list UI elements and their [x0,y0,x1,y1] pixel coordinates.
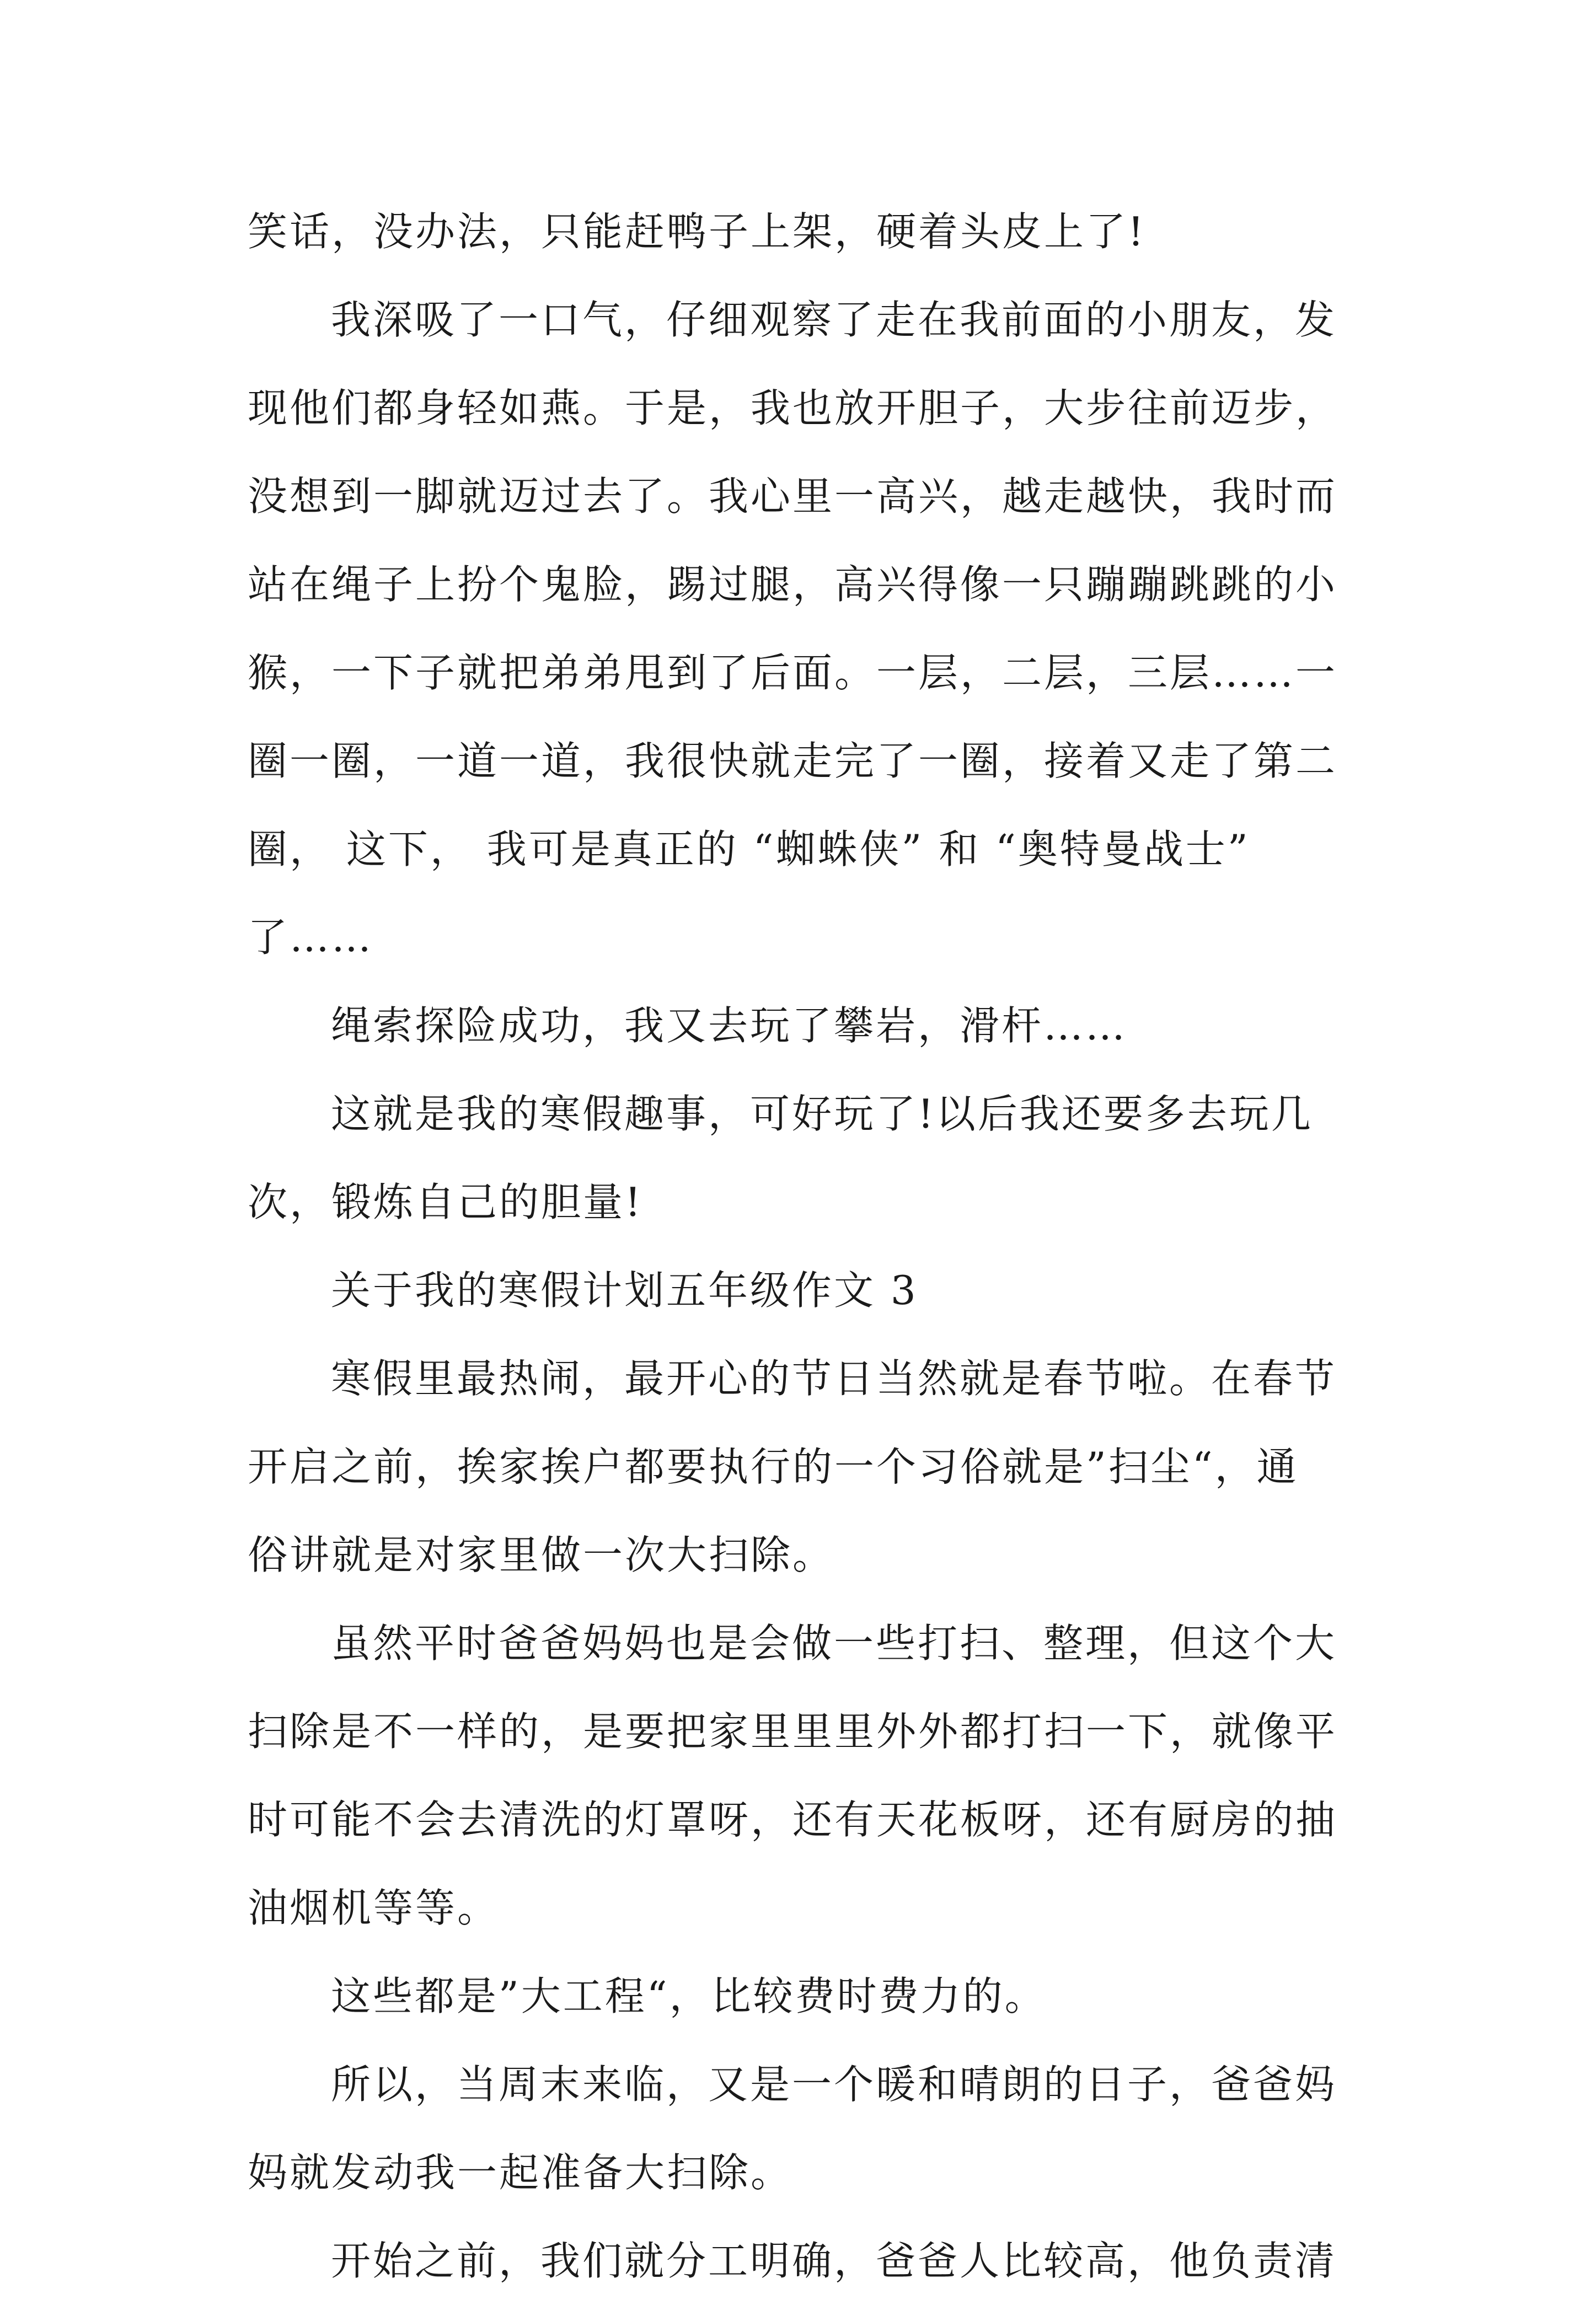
text-line: 所以，当周末来临，又是一个暖和晴朗的日子，爸爸妈 [331,2061,1337,2108]
text-line: 圈， 这下， 我可是真正的 “蜘蛛侠” 和 “奥特曼战士” [248,826,1250,872]
text-line: 虽然平时爸爸妈妈也是会做一些打扫、整理，但这个大 [331,1620,1337,1666]
text-line: 了…… [248,914,374,961]
text-line: 扫除是不一样的，是要把家里里里外外都打扫一下，就像平 [248,1708,1338,1755]
text-line: 这就是我的寒假趣事，可好玩了!以后我还要多去玩几 [331,1091,1313,1137]
text-line: 开始之前，我们就分工明确，爸爸人比较高，他负责清 [331,2238,1337,2284]
text-line: 俗讲就是对家里做一次大扫除。 [248,1532,835,1578]
text-line: 猴，一下子就把弟弟甩到了后面。一层，二层，三层……一 [248,650,1338,696]
text-line: 次，锻炼自己的胆量! [248,1179,643,1225]
text-line: 圈一圈，一道一道，我很快就走完了一圈，接着又走了第二 [248,738,1338,784]
text-line: 没想到一脚就迈过去了。我心里一高兴，越走越快，我时而 [248,473,1338,519]
text-line: 开启之前，挨家挨户都要执行的一个习俗就是”扫尘“，通 [248,1444,1299,1490]
text-line: 时可能不会去清洗的灯罩呀，还有天花板呀，还有厨房的抽 [248,1797,1338,1843]
text-line: 绳索探险成功，我又去玩了攀岩，滑杆…… [331,1002,1128,1049]
text-line: 寒假里最热闹，最开心的节日当然就是春节啦。在春节 [331,1355,1337,1402]
document-body [248,199,1367,2316]
text-line: 现他们都身轻如燕。于是，我也放开胆子，大步往前迈步， [248,385,1338,431]
text-line: 油烟机等等。 [248,1885,500,1931]
text-line: 我深吸了一口气，仔细观察了走在我前面的小朋友，发 [331,297,1337,343]
text-line: 笑话，没办法，只能赶鸭子上架，硬着头皮上了! [248,208,1146,255]
text-line: 站在绳子上扮个鬼脸，踢过腿，高兴得像一只蹦蹦跳跳的小 [248,561,1338,608]
section-heading: 关于我的寒假计划五年级作文 3 [331,1267,918,1314]
text-line: 这些都是”大工程“，比较费时费力的。 [331,1973,1047,2019]
text-line: 妈就发动我一起准备大扫除。 [248,2149,793,2196]
